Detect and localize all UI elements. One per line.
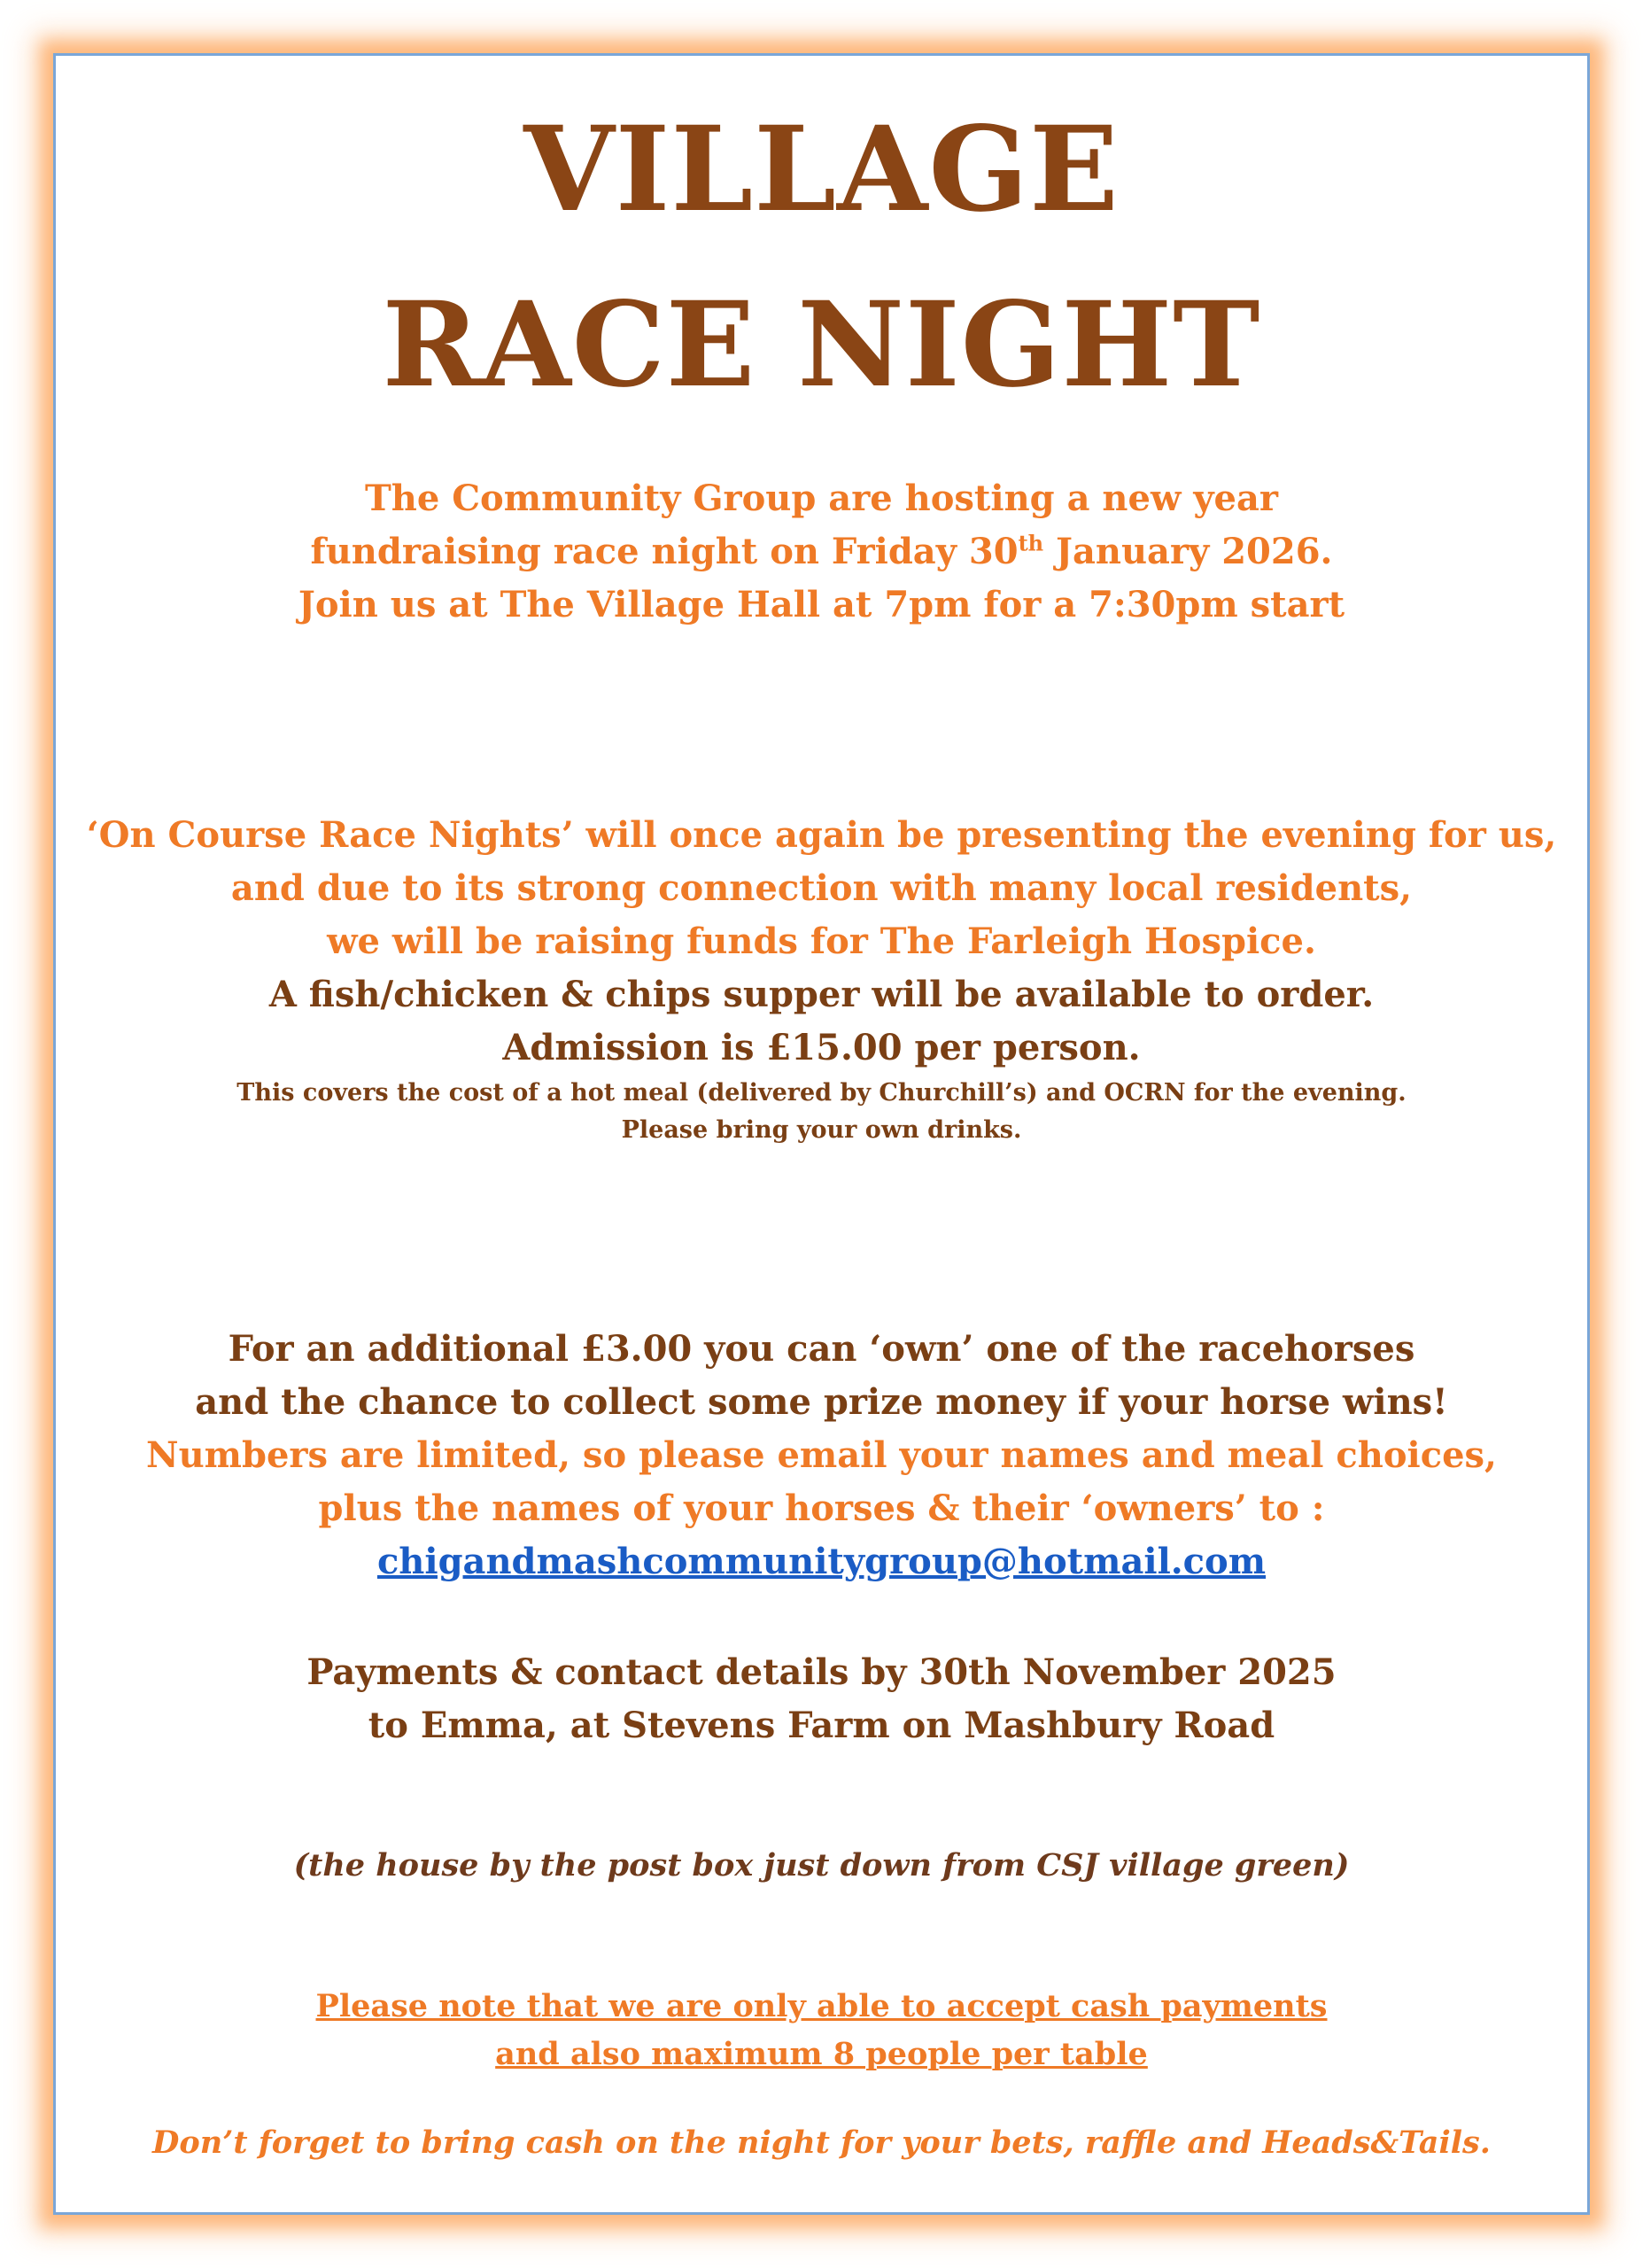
email-link[interactable]: chigandmashcommunitygroup@hotmail.com	[376, 1541, 1267, 1582]
intro-line-date	[56, 525, 1587, 579]
intro-date-text: fundraising race night on Friday 30	[310, 531, 1019, 572]
house-location-note: (the house by the post box just down from CSJ village green)	[293, 1847, 1350, 1884]
payment-line-address: to Emma, at Stevens Farm on Mashbury Road	[368, 1705, 1275, 1746]
horse-owner-paragraph	[56, 1323, 1587, 1588]
admission-line: Admission is £15.00 per person.	[502, 1027, 1141, 1068]
supper-line: A fish/chicken & chips supper will be available to order.	[268, 974, 1375, 1015]
title-line-village: VILLAGE	[523, 101, 1120, 238]
email-line	[56, 1535, 1587, 1588]
drinks-note: Please bring your own drinks.	[621, 1116, 1022, 1144]
date-ordinal-suffix: th	[1018, 530, 1044, 556]
presenting-line-connection: and due to its strong connection with many local residents,	[230, 867, 1413, 909]
bring-cash-reminder: Don’t forget to bring cash on the night for your bets, raffle and Heads&Tails.	[152, 2124, 1491, 2161]
cash-line-only: Please note that we are only able to accept cash payments	[315, 1988, 1328, 2024]
intro-line-venue: Join us at The Village Hall at 7pm for a 7:30pm start	[298, 584, 1345, 625]
owner-line-prize: and the chance to collect some prize money if your horse wins!	[195, 1381, 1448, 1423]
owner-line-limited: Numbers are limited, so please email your names and meal choices,	[146, 1434, 1497, 1476]
presenting-line-ocrn: ‘On Course Race Nights’ will once again be presenting the evening for us,	[86, 814, 1557, 856]
intro-date-year: January 2026.	[1043, 531, 1333, 572]
cash-line-table: and also maximum 8 people per table	[495, 2036, 1148, 2072]
title-line-race-night: RACE NIGHT	[382, 276, 1261, 414]
presenting-paragraph	[56, 809, 1587, 1149]
poster-title	[56, 82, 1587, 433]
owner-line-names: plus the names of your horses & their ‘owners’ to :	[318, 1487, 1325, 1529]
intro-line-hosting: The Community Group are hosting a new year	[365, 478, 1278, 519]
owner-line-additional: For an additional £3.00 you can ‘own’ one of the racehorses	[228, 1328, 1415, 1370]
cash-payment-note	[56, 1983, 1587, 2078]
payment-line-deadline: Payments & contact details by 30th November 2025	[306, 1651, 1337, 1693]
payment-paragraph	[56, 1646, 1587, 1752]
covers-note: This covers the cost of a hot meal (delivered by Churchill’s) and OCRN for the evening.	[236, 1079, 1407, 1107]
poster-frame	[53, 53, 1590, 2215]
intro-paragraph	[56, 472, 1587, 632]
presenting-line-hospice: we will be raising funds for The Farleigh Hospice.	[327, 920, 1316, 962]
